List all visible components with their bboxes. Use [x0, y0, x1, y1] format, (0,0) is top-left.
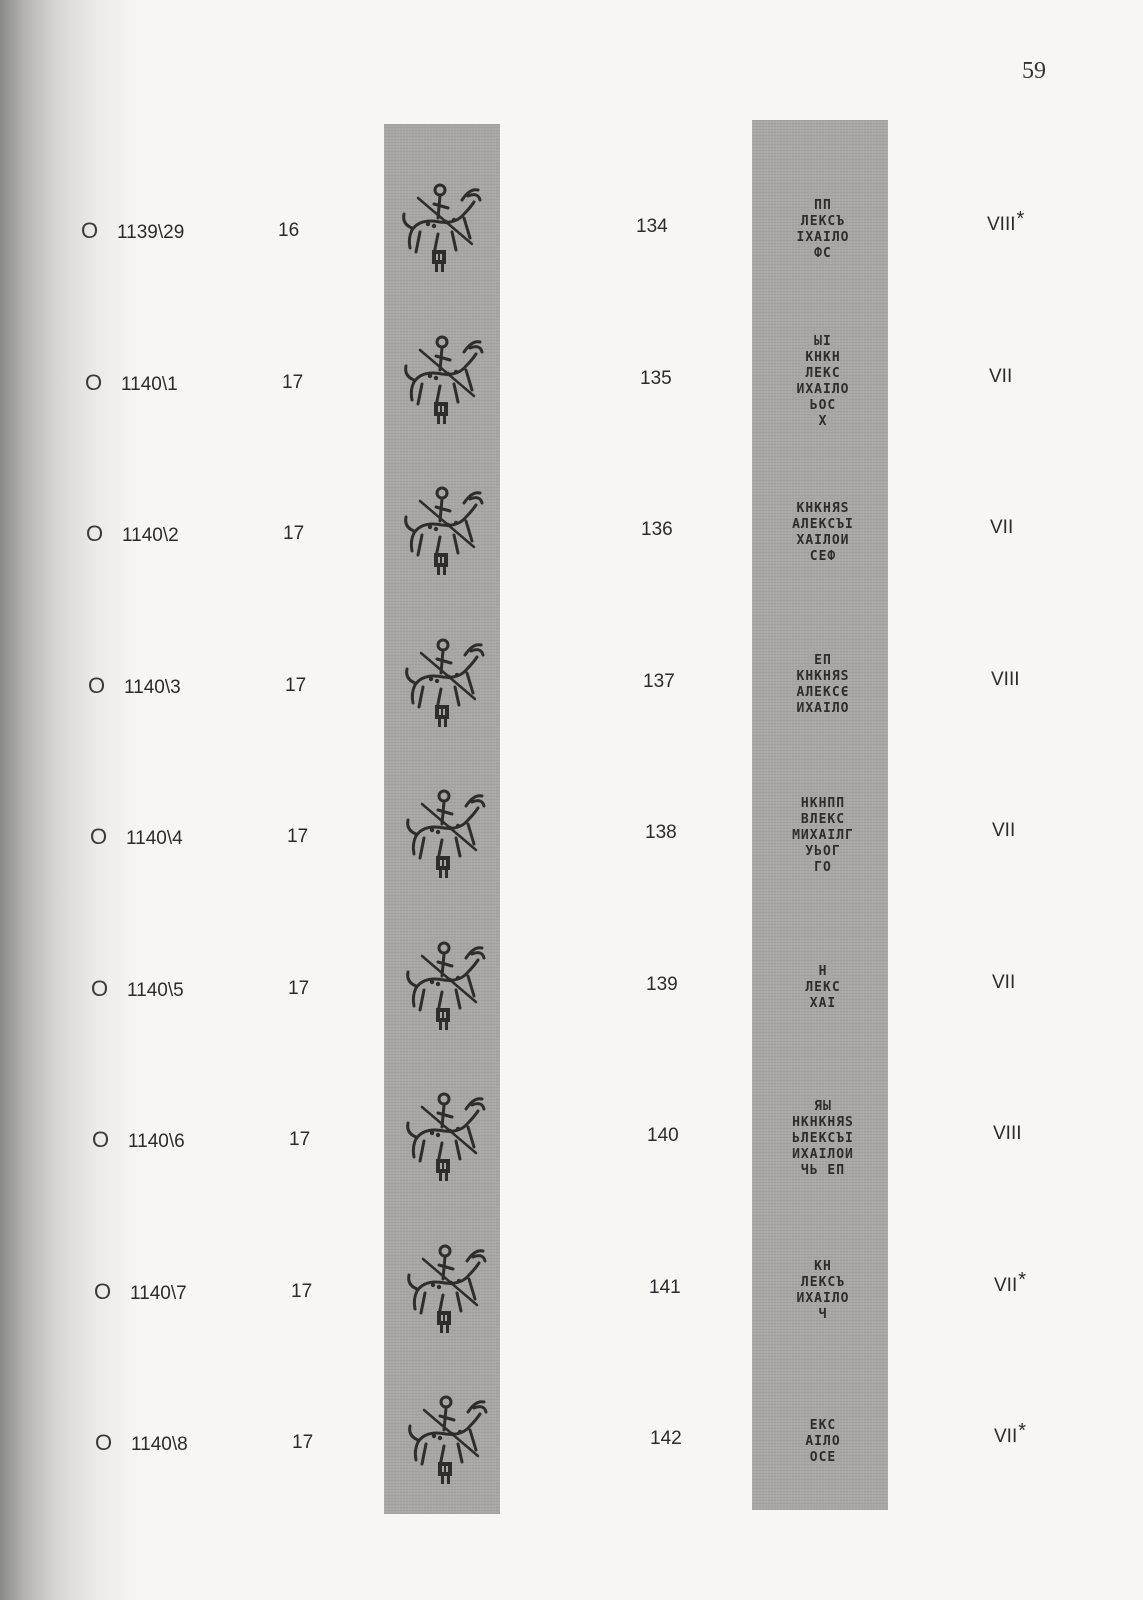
row-marker: O [91, 976, 109, 1001]
seal-obverse-image [402, 936, 492, 1032]
row-marker: O [95, 1430, 113, 1455]
catalog-id: 1140\3 [124, 677, 181, 698]
catalog-id: 1140\7 [130, 1283, 187, 1304]
catalog-id: 1140\1 [121, 374, 178, 395]
row-marker: O [92, 1127, 110, 1152]
seal-reverse-image [770, 174, 876, 286]
seal-legend-line: ОСЕ [809, 1450, 837, 1465]
type-number: 17 [291, 1281, 313, 1302]
seal-legend-line: ЛЕКС [805, 980, 841, 995]
catalog-id: 1140\5 [127, 980, 184, 1001]
catalog-row [0, 310, 1143, 460]
seal-legend-line: ЕКС [809, 1418, 837, 1433]
seal-legend-line: НКНКНЯS [792, 1115, 854, 1130]
seal-obverse-image [402, 1087, 492, 1183]
seal-reverse-image [770, 326, 876, 438]
seal-obverse-image [398, 178, 488, 274]
seal-reverse-image [770, 629, 876, 741]
seal-obverse-image [400, 481, 490, 577]
seal-legend-line: ИХАІЛО [796, 701, 850, 716]
seal-obverse-image [403, 1239, 493, 1335]
seal-reverse-image [770, 780, 876, 892]
seal-number: 137 [643, 671, 675, 692]
seal-legend-line: ЫІ [814, 334, 832, 349]
grade-value: VII [994, 1426, 1018, 1447]
seal-legend-line: МИХАІЛГ [792, 828, 854, 843]
seal-legend-line: Н [818, 964, 828, 979]
type-number: 17 [287, 826, 309, 847]
grade-star: * [1016, 208, 1025, 230]
seal-legend-line: ИХАІЛОИ [792, 1147, 854, 1162]
seal-legend-line: НКНПП [800, 796, 846, 811]
grade-value: VIII [991, 669, 1020, 690]
row-marker: O [88, 673, 106, 698]
grade-value: VII [989, 366, 1013, 387]
type-number: 17 [283, 523, 305, 544]
grade-value: VII [990, 517, 1014, 538]
grade-value: VII [992, 972, 1016, 993]
seal-legend-line: ЛЕКСЪ [800, 1275, 846, 1290]
row-marker: O [85, 370, 103, 395]
row-marker: O [86, 521, 104, 546]
seal-obverse-image [400, 330, 490, 426]
seal-legend-line: АІЛО [805, 1434, 841, 1449]
grade-value: VII [992, 820, 1016, 841]
seal-reverse-image [770, 932, 876, 1044]
grade [993, 1123, 1023, 1145]
catalog-id: 1140\4 [126, 828, 183, 849]
seal-legend-line: Х [818, 414, 828, 429]
seal-legend-line: КНКНЯS [796, 501, 850, 516]
seal-number: 142 [650, 1428, 682, 1449]
catalog-row [0, 158, 1143, 308]
seal-reverse-image [770, 1386, 876, 1498]
grade [992, 972, 1016, 994]
seal-reverse-image [770, 477, 876, 589]
seal-number: 136 [641, 519, 673, 540]
seal-legend-line: КНКН [805, 350, 841, 365]
catalog-id: 1140\8 [131, 1434, 188, 1455]
grade [987, 208, 1025, 236]
seal-legend-line: ПП [814, 198, 832, 213]
seal-reverse-image [770, 1083, 876, 1195]
seal-legend-line: ГО [814, 860, 832, 875]
catalog-row [0, 1067, 1143, 1217]
grade-star: * [1018, 1420, 1027, 1442]
catalog-row [0, 764, 1143, 914]
grade-value: VIII [993, 1123, 1022, 1144]
seal-legend-line: ЛЕКСЪ [800, 214, 846, 229]
page-number: 59 [1022, 58, 1046, 84]
grade [989, 366, 1013, 388]
seal-legend-line: УЬОГ [805, 844, 841, 859]
type-number: 16 [278, 220, 300, 241]
type-number: 17 [288, 978, 310, 999]
row-marker: O [94, 1279, 112, 1304]
catalog-row [0, 613, 1143, 763]
seal-legend-line: ЬОС [809, 398, 837, 413]
grade-value: VIII [987, 214, 1016, 235]
seal-legend-line: ХАІЛОИ [796, 533, 850, 548]
catalog-row [0, 1370, 1143, 1520]
seal-legend-line: АЛЕКСЪІ [792, 517, 854, 532]
seal-legend-line: Ч [818, 1307, 828, 1322]
grade [990, 517, 1014, 539]
grade [994, 1420, 1027, 1448]
seal-legend-line: КН [814, 1259, 832, 1274]
row-marker: O [81, 218, 99, 243]
grade-star: * [1018, 1269, 1027, 1291]
catalog-row [0, 916, 1143, 1066]
seal-number: 134 [636, 216, 668, 237]
catalog-id: 1140\6 [128, 1131, 185, 1152]
seal-legend-line: ЬЛЕКСЪІ [792, 1131, 854, 1146]
seal-legend-line: АЛЕКСЄ [796, 685, 850, 700]
catalog-row [0, 1219, 1143, 1369]
grade [992, 820, 1016, 842]
grade-value: VII [994, 1275, 1018, 1296]
row-marker: O [90, 824, 108, 849]
seal-legend-line: ХАІ [809, 996, 837, 1011]
seal-legend-line: ЕП [814, 653, 832, 668]
seal-number: 141 [649, 1277, 681, 1298]
catalog-row [0, 461, 1143, 611]
seal-number: 140 [647, 1125, 679, 1146]
type-number: 17 [289, 1129, 311, 1150]
seal-legend-line: ФС [814, 246, 832, 261]
seal-obverse-image [402, 784, 492, 880]
type-number: 17 [285, 675, 307, 696]
catalog-id: 1140\2 [122, 525, 179, 546]
type-number: 17 [282, 372, 304, 393]
grade [994, 1269, 1027, 1297]
seal-legend-line: ВЛЕКС [800, 812, 846, 827]
seal-legend-line: КНКНЯS [796, 669, 850, 684]
seal-number: 139 [646, 974, 678, 995]
seal-number: 138 [645, 822, 677, 843]
seal-legend-line: ИХАІЛО [796, 382, 850, 397]
seal-obverse-image [401, 633, 491, 729]
seal-legend-line: ЧЬ ЕП [800, 1163, 846, 1178]
seal-legend-line: ИХАІЛО [796, 1291, 850, 1306]
seal-legend-line: ЯЫ [814, 1099, 832, 1114]
seal-number: 135 [640, 368, 672, 389]
seal-reverse-image [770, 1235, 876, 1347]
seal-obverse-image [404, 1390, 494, 1486]
seal-legend-line: ЛЕКС [805, 366, 841, 381]
catalog-id: 1139\29 [117, 222, 185, 243]
seal-legend-line: ІХАІЛО [796, 230, 850, 245]
type-number: 17 [292, 1432, 314, 1453]
seal-legend-line: СЕФ [809, 549, 837, 564]
grade [991, 669, 1021, 691]
